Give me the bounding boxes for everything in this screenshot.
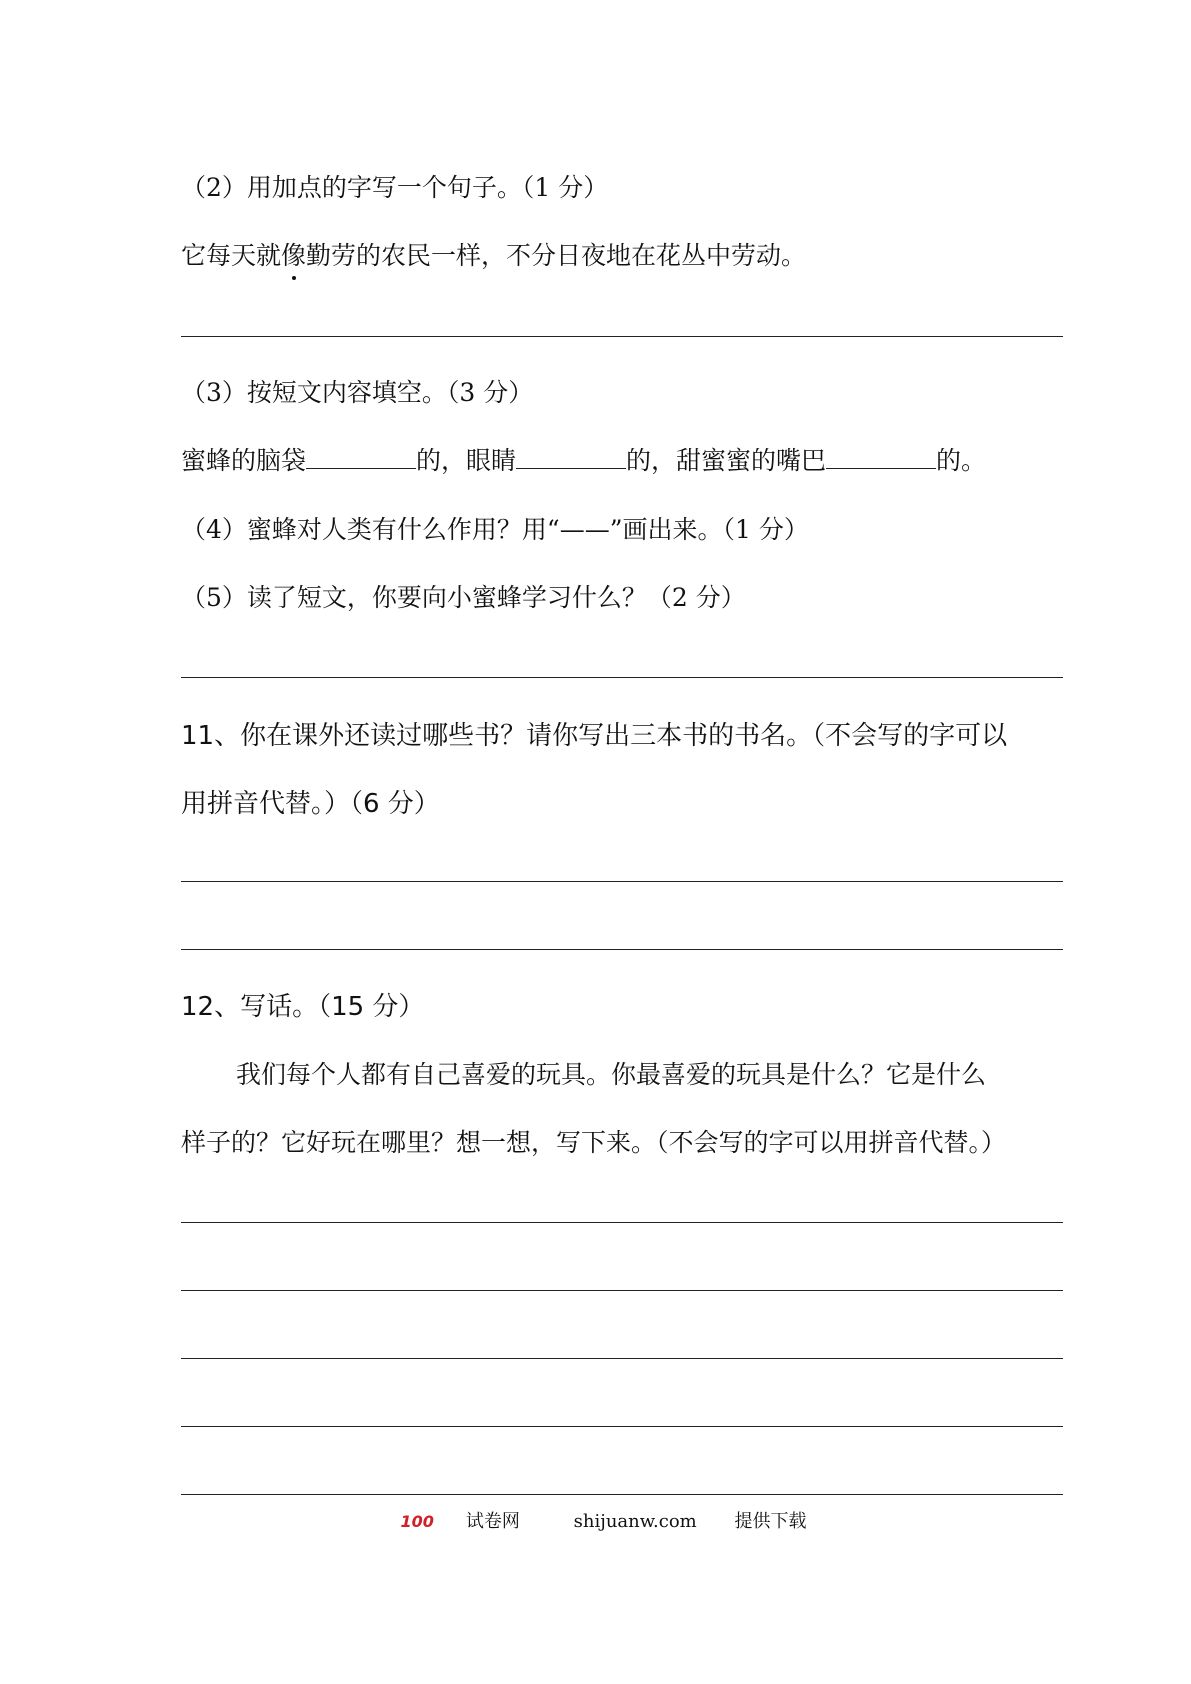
page-footer	[0, 1507, 1191, 1533]
logo-number: 100	[400, 1512, 434, 1531]
q10-sub2-sentence	[181, 240, 806, 272]
fill-blank-3[interactable]	[826, 446, 936, 469]
site-url[interactable]: shijuanw.com	[573, 1511, 697, 1532]
fill-blank-1[interactable]	[306, 446, 416, 469]
fill-blank-2[interactable]	[516, 446, 626, 469]
dotted-character: 像	[281, 241, 307, 270]
fill-text-c: 的，甜蜜蜜的嘴巴	[626, 446, 827, 475]
q11-line-1: 11、你在课外还读过哪些书？请你写出三本书的书名。（不会写的字可以	[181, 721, 1008, 751]
sentence-part-2: 勤劳的农民一样，不分日夜地在花丛中劳动。	[306, 241, 807, 270]
q10-sub3-fill	[181, 445, 986, 477]
fill-text-d: 的。	[936, 446, 987, 475]
q10-sub4-prompt: （4）蜜蜂对人类有什么作用？用“——”画出来。（1 分）	[181, 515, 809, 544]
q11-line-2: 用拼音代替。）（6 分）	[181, 789, 440, 819]
q12-line-2: 样子的？它好玩在哪里？想一想，写下来。（不会写的字可以用拼音代替。）	[181, 1128, 1007, 1157]
q10-sub5-prompt: （5）读了短文，你要向小蜜蜂学习什么？（2 分）	[181, 583, 746, 612]
site-logo	[385, 1507, 536, 1533]
answer-line[interactable]	[181, 677, 1063, 678]
answer-line[interactable]	[181, 1222, 1063, 1223]
q12-title: 12、写话。（15 分）	[181, 992, 425, 1022]
answer-line[interactable]	[181, 881, 1063, 882]
q12-line-1: 我们每个人都有自己喜爱的玩具。你最喜爱的玩具是什么？它是什么	[236, 1060, 987, 1089]
fill-text-a: 蜜蜂的脑袋	[181, 446, 307, 475]
q10-sub3-prompt: （3）按短文内容填空。（3 分）	[181, 378, 534, 407]
answer-line[interactable]	[181, 949, 1063, 950]
answer-line[interactable]	[181, 336, 1063, 337]
sentence-part-1: 它每天就	[181, 241, 282, 270]
answer-line[interactable]	[181, 1426, 1063, 1427]
answer-line[interactable]	[181, 1494, 1063, 1495]
logo-text: 试卷网	[465, 1511, 520, 1532]
answer-line[interactable]	[181, 1290, 1063, 1291]
footer-note: 提供下载	[734, 1511, 807, 1532]
answer-line[interactable]	[181, 1358, 1063, 1359]
q10-sub2-prompt: （2）用加点的字写一个句子。（1 分）	[181, 173, 609, 202]
fill-text-b: 的，眼睛	[416, 446, 517, 475]
